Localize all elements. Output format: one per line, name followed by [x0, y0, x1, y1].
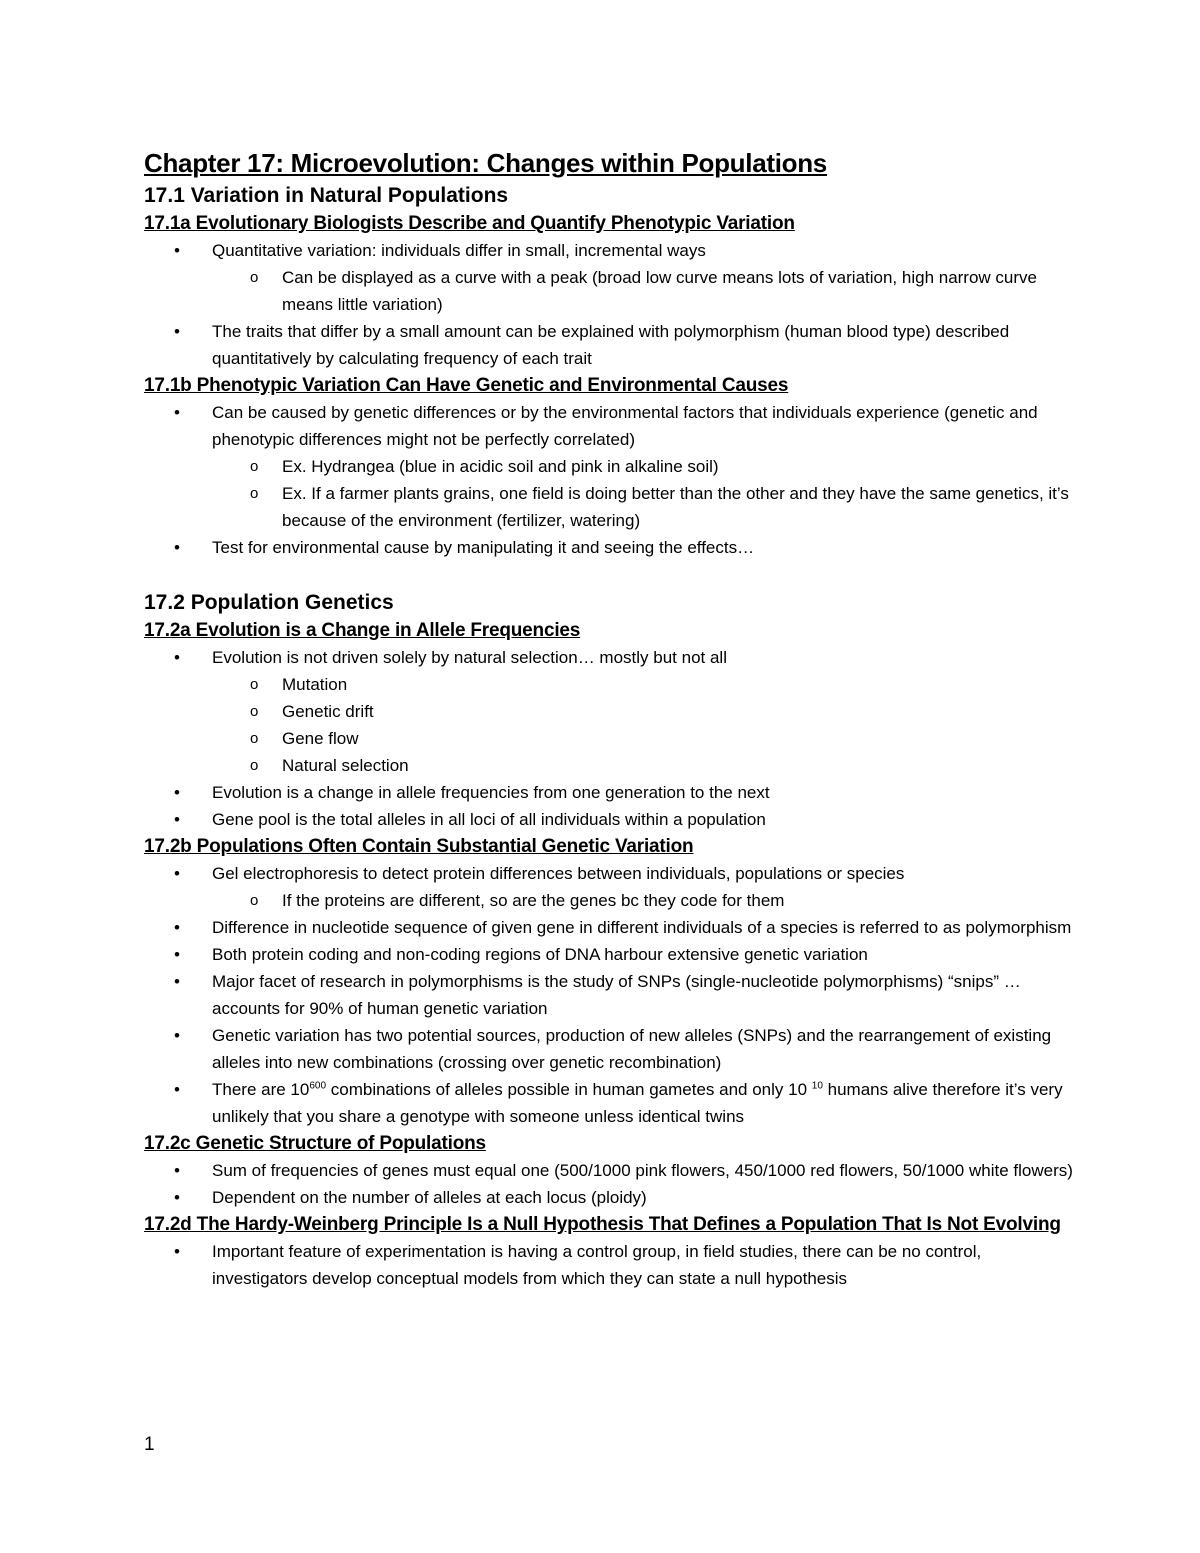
list-item: • Quantitative variation: individuals differ in small, incremental ways o Can be displayed as a curve with a peak (broad low curve means lots of variation, high narrow curve means little variation): [212, 237, 1074, 318]
list-item: • Important feature of experimentation is having a control group, in field studies, there can be no control, investigators develop conceptual models from which they can state a null hypothesis: [212, 1238, 1074, 1292]
document-page: [144, 140, 1074, 1292]
page-number: 1: [144, 1434, 155, 1455]
list-item: o Ex. If a farmer plants grains, one field is doing better than the other and they have the same genetics, it’s because of the environment (fertilizer, watering): [282, 480, 1074, 534]
list-item: • Gel electrophoresis to detect protein differences between individuals, populations or species o If the proteins are different, so are the genes bc they code for them: [212, 860, 1074, 914]
bullet-list: [144, 860, 1074, 1130]
list-item: o Ex. Hydrangea (blue in acidic soil and pink in alkaline soil): [282, 453, 1074, 480]
subsection-17-2b-title: 17.2b Populations Often Contain Substantial Genetic Variation: [144, 836, 694, 857]
subsection-17-1a-title: 17.1a Evolutionary Biologists Describe and Quantify Phenotypic Variation: [144, 213, 795, 234]
list-item: o If the proteins are different, so are the genes bc they code for them: [282, 887, 1074, 914]
list-item: o Mutation: [282, 671, 1074, 698]
list-item: • Both protein coding and non-coding regions of DNA harbour extensive genetic variation: [212, 941, 1074, 968]
list-item: • Gene pool is the total alleles in all loci of all individuals within a population: [212, 806, 1074, 833]
chapter-title: Chapter 17: Microevolution: Changes within Populations: [144, 148, 827, 178]
list-item: o Gene flow: [282, 725, 1074, 752]
list-item: o Genetic drift: [282, 698, 1074, 725]
list-item: • Genetic variation has two potential sources, production of new alleles (SNPs) and the rearrangement of existing alleles into new combinations (crossing over genetic recombination): [212, 1022, 1074, 1076]
bullet-list: [144, 399, 1074, 561]
sub-bullet-list: [212, 887, 1074, 914]
section-17-2-title: 17.2 Population Genetics: [144, 591, 394, 614]
subsection-17-2a-title: 17.2a Evolution is a Change in Allele Frequencies: [144, 620, 581, 641]
subsection-17-2d-title: 17.2d The Hardy-Weinberg Principle Is a Null Hypothesis That Defines a Population That Is Not Evolving: [144, 1214, 1061, 1235]
subsection-17-2c-title: 17.2c Genetic Structure of Populations: [144, 1133, 486, 1154]
sub-bullet-list: [212, 264, 1074, 318]
list-item: • Major facet of research in polymorphisms is the study of SNPs (single-nucleotide polymorphisms) “snips” … accounts for 90% of human genetic variation: [212, 968, 1074, 1022]
bullet-list: [144, 644, 1074, 833]
subsection-17-1b-title: 17.1b Phenotypic Variation Can Have Genetic and Environmental Causes: [144, 375, 789, 396]
sub-bullet-list: [212, 453, 1074, 534]
bullet-list: [144, 237, 1074, 372]
list-item: • Can be caused by genetic differences or by the environmental factors that individuals experience (genetic and phenotypic differences might not be perfectly correlated) o Ex. Hydrangea (blue in acidic soil and pink in alkaline soil) o Ex. If a farmer plants grains, one field is doing better than the other and they have the same genetics, it’s because of the environment (fertilizer, watering): [212, 399, 1074, 534]
list-item: o Can be displayed as a curve with a peak (broad low curve means lots of variation, high narrow curve means little variation): [282, 264, 1074, 318]
list-item: • The traits that differ by a small amount can be explained with polymorphism (human blood type) described quantitatively by calculating frequency of each trait: [212, 318, 1074, 372]
list-item: • Evolution is not driven solely by natural selection… mostly but not all o Mutation o Genetic drift o Gene flow o Natural selection: [212, 644, 1074, 779]
list-item: • There are $10^{600}$ combinations of alleles possible in human gametes and only 10 $^{10}$ humans alive therefore it’s very unlikely that you share a genotype with someone unless identical twins: [212, 1076, 1074, 1130]
sub-bullet-list: [212, 671, 1074, 779]
section-17-1-title: 17.1 Variation in Natural Populations: [144, 184, 509, 207]
list-item: • Difference in nucleotide sequence of given gene in different individuals of a species is referred to as polymorphism: [212, 914, 1074, 941]
bullet-list: [144, 1238, 1074, 1292]
list-item: • Evolution is a change in allele frequencies from one generation to the next: [212, 779, 1074, 806]
list-item: • Sum of frequencies of genes must equal one (500/1000 pink flowers, 450/1000 red flowers, 50/1000 white flowers): [212, 1157, 1074, 1184]
list-item: • Test for environmental cause by manipulating it and seeing the effects…: [212, 534, 1074, 561]
list-item: • Dependent on the number of alleles at each locus (ploidy): [212, 1184, 1074, 1211]
bullet-list: [144, 1157, 1074, 1211]
list-item: o Natural selection: [282, 752, 1074, 779]
